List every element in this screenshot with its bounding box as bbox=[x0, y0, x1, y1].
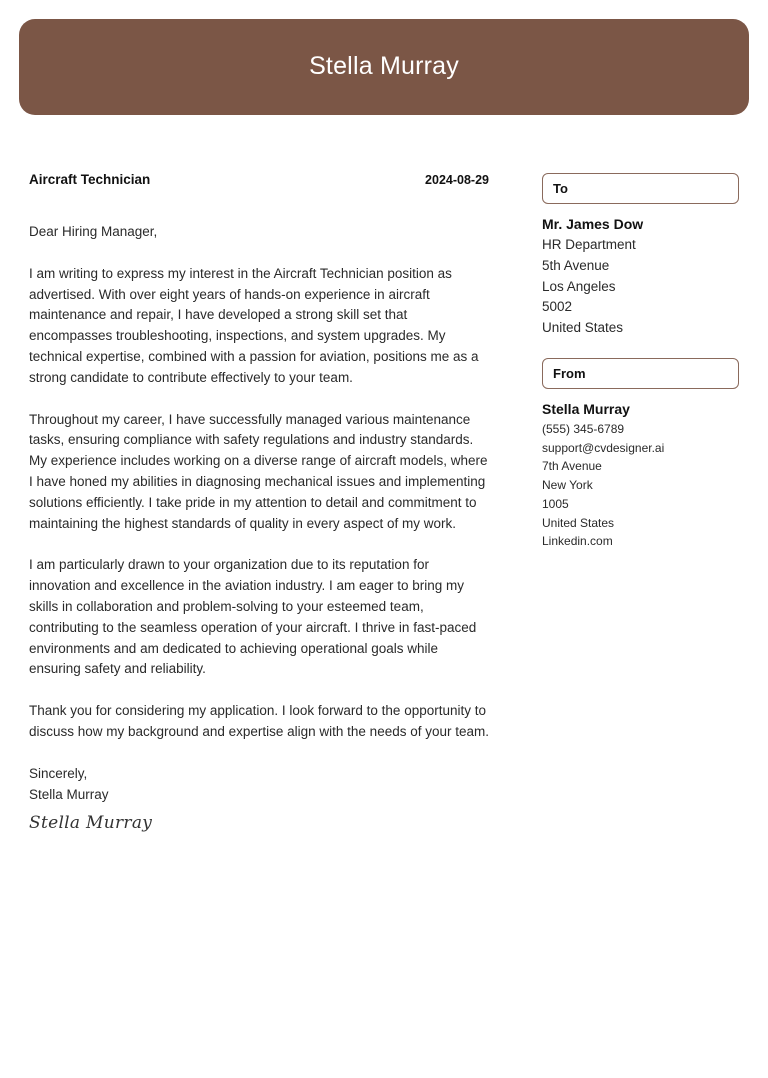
paragraph-4: Thank you for considering my application. I look forward to the opportunity to discuss how my background and expertise align with the needs of your team. bbox=[29, 703, 490, 739]
greeting: Dear Hiring Manager, bbox=[29, 224, 158, 239]
job-title: Aircraft Technician bbox=[29, 172, 151, 187]
sender-street: 7th Avenue bbox=[542, 459, 602, 474]
letter-meta-row bbox=[29, 172, 489, 192]
recipient-city: Los Angeles bbox=[542, 278, 616, 294]
recipient-street: 5th Avenue bbox=[542, 257, 610, 273]
sender-phone: (555) 345-6789 bbox=[542, 421, 625, 436]
closing: Sincerely, bbox=[29, 765, 88, 781]
handwritten-signature: Stella Murray bbox=[29, 813, 153, 834]
to-label-box bbox=[542, 173, 739, 204]
from-label-box bbox=[542, 358, 739, 389]
letter-body bbox=[29, 172, 489, 833]
sender-name: Stella Murray bbox=[542, 400, 630, 417]
to-label: To bbox=[553, 181, 568, 196]
recipient-postal: 5002 bbox=[542, 299, 573, 315]
applicant-name-heading: Stella Murray bbox=[309, 51, 459, 80]
sender-city: New York bbox=[542, 478, 593, 493]
recipient-country: United States bbox=[542, 320, 624, 336]
sender-country: United States bbox=[542, 515, 615, 530]
paragraph-3: I am particularly drawn to your organization due to its reputation for innovation and excellence in the aviation industry. I am eager to bring my skills in collaboration and problem-solving to your esteemed team, contributing to the seamless operation of your aircraft. I thrive in fast-paced environments and am dedicated to achieving operational goals while ensuring safety and reliability. bbox=[29, 557, 477, 677]
paragraph-2: Throughout my career, I have successfully managed various maintenance tasks, ensuring compliance with safety regulations and industry standards. My experience includes working on a diverse range of aircraft models, where I have honed my abilities in diagnosing mechanical issues and implementing solutions efficiently. I take pride in my attention to detail and commitment to maintaining the highest standards of quality in every aspect of my work. bbox=[29, 411, 488, 531]
paragraph-1: I am writing to express my interest in the Aircraft Technician position as advertised. With over eight years of hands-on experience in aircraft maintenance and repair, I have developed a strong skill set that encompasses troubleshooting, inspections, and system upgrades. My technical expertise, combined with a passion for aviation, positions me as a strong candidate to contribute effectively to your team. bbox=[29, 265, 479, 385]
sender-postal: 1005 bbox=[542, 496, 569, 511]
from-label: From bbox=[553, 365, 586, 381]
closing-name: Stella Murray bbox=[29, 786, 109, 802]
sender-linkedin: Linkedin.com bbox=[542, 534, 613, 549]
recipient-name: Mr. James Dow bbox=[542, 216, 644, 232]
recipient-department: HR Department bbox=[542, 237, 636, 252]
letter-date: 2024-08-29 bbox=[425, 173, 489, 187]
address-sidebar bbox=[542, 173, 739, 551]
header-banner bbox=[19, 19, 749, 115]
sender-email: support@cvdesigner.ai bbox=[542, 440, 665, 455]
